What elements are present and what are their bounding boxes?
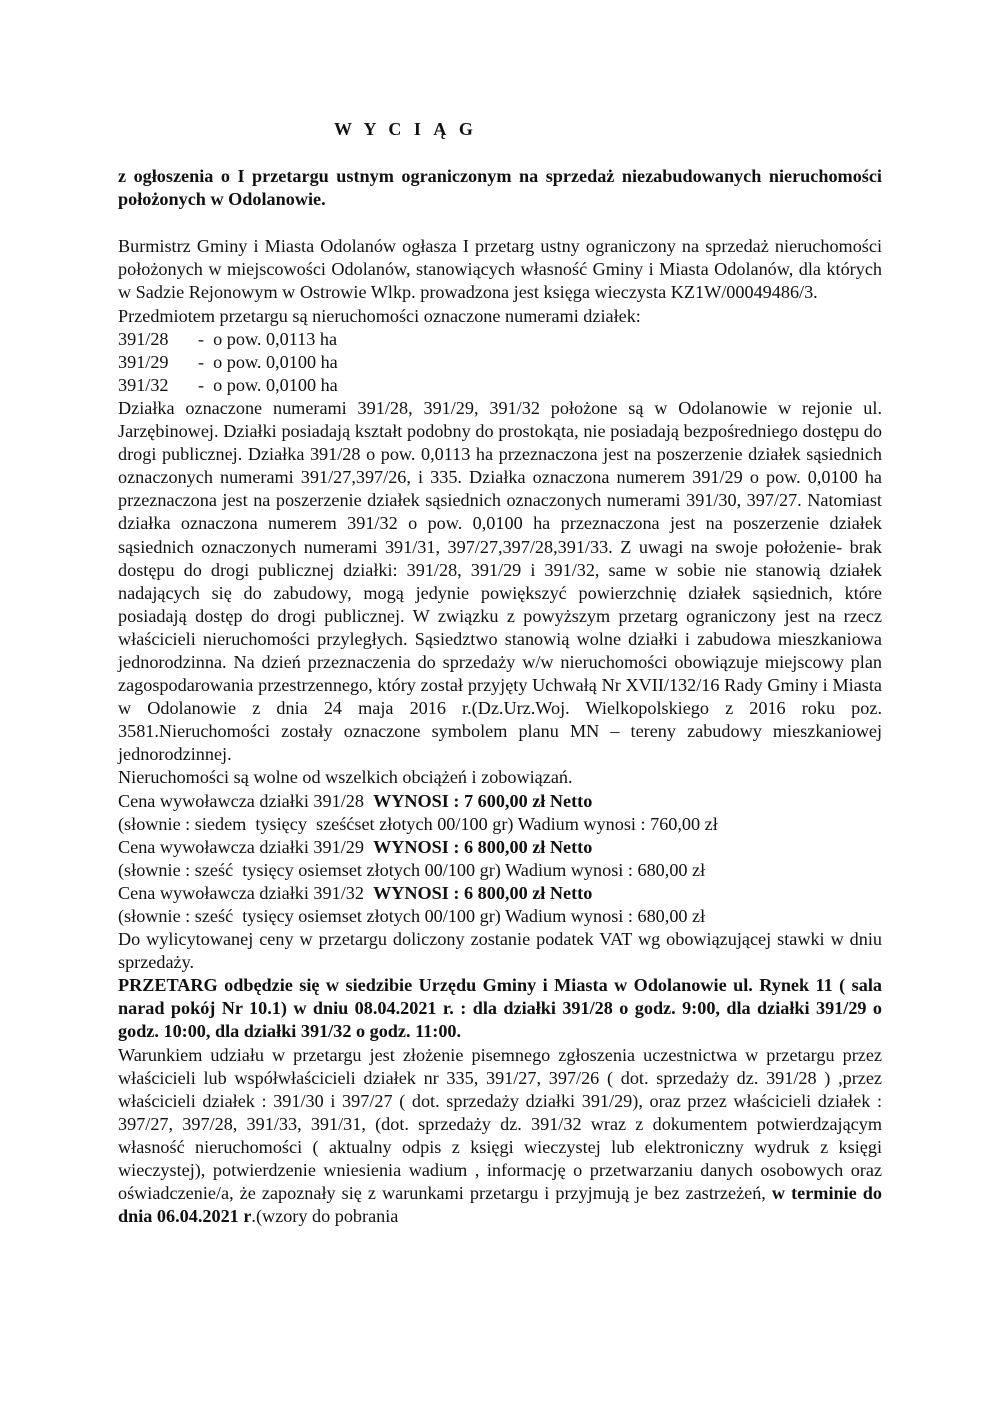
price-line	[118, 882, 882, 905]
price-line	[118, 790, 882, 813]
document-page	[118, 118, 882, 1228]
conditions-text: Warunkiem udziału w przetargu jest złożenie pisemnego zgłoszenia uczestnictwa w przetargu przez właścicieli lub współwłaścicieli działek nr 335, 391/27, 397/26 ( dot. sprzedaży dz. 391/28 ) ,przez właścicieli działek : 391/30 i 397/27 ( dot. sprzedaży działki 391/29), oraz przez właścicieli działek : 397/27, 397/28, 391/33, 391/31, (dot. sprzedaży dz. 391/32 wraz z dokumentem potwierdzającym własność nieruchomości ( aktualny odpis z księgi wieczystej lub elektroniczny wydruk z księgi wieczystej), potwierdzenie wniesienia wadium , informację o przetwarzaniu danych osobowych oraz oświadczenie/a, że zapoznały się z warunkami przetargu i przyjmują je bez zastrzeżeń,	[118, 1044, 882, 1204]
price-line	[118, 836, 882, 859]
parcel-row	[118, 328, 882, 351]
document-title: W Y C I Ą G	[334, 119, 477, 139]
parcel-area: - o pow. 0,0113 ha	[198, 328, 338, 349]
conditions-paragraph	[118, 1044, 882, 1229]
parcel-row	[118, 351, 882, 374]
encumbrance-line: Nieruchomości są wolne od wszelkich obciążeń i zobowiązań.	[118, 767, 573, 788]
subject-line: Przedmiotem przetargu są nieruchomości oznaczone numerami działek:	[118, 305, 641, 326]
price-words: (słownie : siedem tysięcy sześćset złotych 00/100 gr) Wadium wynosi : 760,00 zł	[118, 813, 718, 834]
price-words: (słownie : sześć tysięcy osiemset złotych 00/100 gr) Wadium wynosi : 680,00 zł	[118, 906, 706, 926]
parcel-number: 391/28	[118, 328, 169, 349]
auction-paragraph	[118, 974, 882, 1043]
price-label: Cena wywoławcza działki 391/32	[118, 882, 374, 903]
price-amount: WYNOSI : 6 800,00 zł Netto	[373, 882, 593, 903]
document-subtitle: z ogłoszenia o I przetargu ustnym ograniczonym na sprzedaż niezabudowanych nieruchomości położonych w Odolanowie.	[118, 166, 882, 210]
parcel-number: 391/32	[118, 374, 169, 395]
conditions-tail: .(wzory do pobrania	[251, 1206, 399, 1227]
vat-paragraph: Do wylicytowanej ceny w przetargu doliczony zostanie podatek VAT wg obowiązującej stawki w dniu sprzedaży.	[118, 929, 882, 973]
auction-text: PRZETARG odbędzie się w siedzibie Urzędu Gminy i Miasta w Odolanowie ul. Rynek 11 ( sala narad pokój Nr 10.1) w dniu 08.04.2021 r. : dla działki 391/28 o godz. 9:00, dla działki 391/29 o godz. 10:00, dla działki 391/32 o godz. 11:00.	[118, 975, 882, 1042]
deadline-text: w terminie do dnia 06.04.2021 r	[118, 1183, 882, 1227]
description-paragraph: Działka oznaczone numerami 391/28, 391/29, 391/32 położone są w Odolanowie w rejonie ul. Jarzębinowej. Działki posiadają kształt podobny do prostokąta, nie posiadają bezpośredniego dostępu do drogi publicznej. Działka 391/28 o pow. 0,0113 ha przeznaczona jest na poszerzenie działek sąsiednich oznaczonych numerami 391/27,397/26, i 335. Działka oznaczona numerem 391/29 o pow. 0,0100 ha przeznaczona jest na poszerzenie działek sąsiednich oznaczonych numerami 391/30, 397/27. Natomiast działka oznaczona numerem 391/32 o pow. 0,0100 ha przeznaczona jest na poszerzenie działek sąsiednich oznaczonych numerami 391/31, 397/27,397/28,391/33. Z uwagi na swoje położenie- brak dostępu do drogi publicznej działki: 391/28, 391/29 i 391/32, same w sobie nie stanowią działek nadających się do zabudowy, mogą jedynie powiększyć powierzchnię działek sąsiednich, które posiadają dostęp do drogi publicznej. W związku z powyższym przetarg ograniczony jest na rzecz właścicieli nieruchomości przyległych. Sąsiedztwo stanowią wolne działki i zabudowa mieszkaniowa jednorodzinna. Na dzień przeznaczenia do sprzedaży w/w nieruchomości obowiązuje miejscowy plan zagospodarowania przestrzennego, który został przyjęty Uchwałą Nr XVII/132/16 Rady Gminy i Miasta w Odolanowie z dnia 24 maja 2016 r.(Dz.Urz.Woj. Wielkopolskiego z 2016 roku poz. 3581.Nieruchomości zostały oznaczone symbolem planu MN – tereny zabudowy mieszkaniowej jednorodzinnej.	[118, 397, 882, 765]
price-words: (słownie : sześć tysięcy osiemset złotych 00/100 gr) Wadium wynosi : 680,00 zł	[118, 859, 706, 880]
price-label: Cena wywoławcza działki 391/29	[118, 836, 374, 857]
price-label: Cena wywoławcza działki 391/28	[118, 790, 374, 811]
price-list	[118, 790, 882, 929]
parcel-number: 391/29	[118, 351, 169, 372]
price-amount: WYNOSI : 7 600,00 zł Netto	[373, 790, 593, 811]
parcel-area: - o pow. 0,0100 ha	[198, 351, 338, 372]
parcel-list	[118, 328, 882, 397]
price-amount: WYNOSI : 6 800,00 zł Netto	[373, 836, 593, 857]
parcel-row	[118, 374, 882, 397]
parcel-area: - o pow. 0,0100 ha	[198, 374, 338, 395]
intro-paragraph: Burmistrz Gminy i Miasta Odolanów ogłasza I przetarg ustny ograniczony na sprzedaż nieruchomości położonych w miejscowości Odolanów, stanowiących własność Gminy i Miasta Odolanów, dla których w Sadzie Rejonowym w Ostrowie Wlkp. prowadzona jest księga wieczysta KZ1W/00049486/3.	[118, 236, 882, 303]
